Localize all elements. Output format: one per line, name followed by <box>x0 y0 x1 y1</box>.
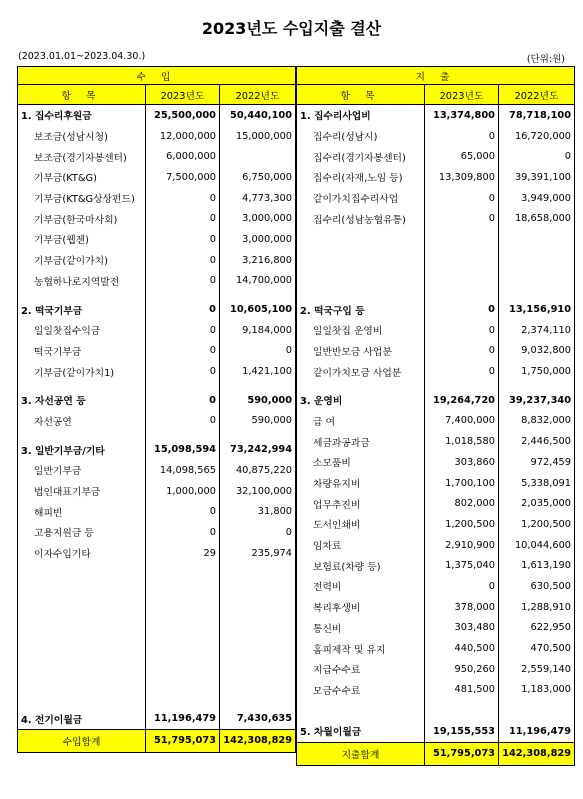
amount-2023-cell: 0 <box>146 361 220 382</box>
empty-cell <box>499 382 575 390</box>
item-row <box>297 680 575 701</box>
item-row <box>297 320 575 341</box>
empty-cell <box>220 688 296 709</box>
amount-2022-cell: 0 <box>220 341 296 362</box>
expense-total-2023: 51,795,073 <box>425 742 499 765</box>
amount-2023-cell: 0 <box>146 229 220 250</box>
empty-cell <box>297 229 425 250</box>
empty-cell <box>18 584 146 605</box>
expense-2022-header: 2022년도 <box>499 85 575 105</box>
amount-2022-cell: 6,750,000 <box>220 167 296 188</box>
item-name-cell: 일일찻집수익금 <box>18 320 146 341</box>
blank-row <box>18 688 296 709</box>
amount-2022-cell: 9,032,800 <box>499 341 575 362</box>
spacer-row <box>18 431 296 439</box>
expense-item-header: 항 목 <box>297 85 425 105</box>
empty-cell <box>425 291 499 299</box>
item-name-cell: 집수리(자재,노임 등) <box>297 167 425 188</box>
item-name-cell: 고용지원금 등 <box>18 522 146 543</box>
expense-2023-header: 2023년도 <box>425 85 499 105</box>
item-name-cell: 일반반모금 사업분 <box>297 341 425 362</box>
empty-cell <box>425 229 499 250</box>
item-name-cell: 차량유지비 <box>297 473 425 494</box>
item-name-cell: 소모품비 <box>297 452 425 473</box>
item-row <box>18 320 296 341</box>
item-row <box>297 411 575 432</box>
income-rows <box>18 105 296 730</box>
item-name-cell: 임차료 <box>297 535 425 556</box>
amount-2022-cell: 1,421,100 <box>220 361 296 382</box>
amount-2023-cell: 0 <box>425 341 499 362</box>
item-name-cell: 법인대표기부금 <box>18 481 146 502</box>
empty-cell <box>146 563 220 584</box>
item-row <box>297 555 575 576</box>
item-row <box>18 271 296 292</box>
category-row <box>18 390 296 411</box>
amount-2022-cell: 9,184,000 <box>220 320 296 341</box>
empty-cell <box>297 382 425 390</box>
item-row <box>297 361 575 382</box>
amount-2022-cell: 10,605,100 <box>220 299 296 320</box>
item-row <box>18 501 296 522</box>
amount-2023-cell: 0 <box>425 320 499 341</box>
amount-2023-cell: 0 <box>146 522 220 543</box>
amount-2023-cell: 303,480 <box>425 618 499 639</box>
empty-cell <box>18 605 146 626</box>
amount-2022-cell: 40,875,220 <box>220 460 296 481</box>
amount-2023-cell: 19,155,553 <box>425 721 499 742</box>
income-total-row <box>18 729 296 752</box>
item-row <box>18 229 296 250</box>
category-row <box>297 299 575 320</box>
blank-row <box>18 584 296 605</box>
amount-2022-cell: 73,242,994 <box>220 439 296 460</box>
blank-row <box>18 563 296 584</box>
amount-2022-cell: 1,200,500 <box>499 514 575 535</box>
item-name-cell: 1. 집수리사업비 <box>297 105 425 126</box>
amount-2023-cell: 1,700,100 <box>425 473 499 494</box>
empty-cell <box>18 688 146 709</box>
amount-2022-cell: 2,446,500 <box>499 431 575 452</box>
empty-cell <box>499 700 575 721</box>
amount-2023-cell: 13,309,800 <box>425 167 499 188</box>
item-row <box>297 208 575 229</box>
amount-2022-cell: 0 <box>220 522 296 543</box>
amount-2022-cell: 590,000 <box>220 411 296 432</box>
expense-table <box>296 66 575 766</box>
item-name-cell: 떡국기부금 <box>18 341 146 362</box>
income-2022-header: 2022년도 <box>220 85 296 105</box>
income-table <box>17 66 296 753</box>
item-row <box>18 522 296 543</box>
item-row <box>297 493 575 514</box>
amount-2023-cell: 1,000,000 <box>146 481 220 502</box>
empty-cell <box>18 646 146 667</box>
item-row <box>18 250 296 271</box>
amount-2023-cell: 0 <box>146 208 220 229</box>
empty-cell <box>425 271 499 292</box>
empty-cell <box>146 382 220 390</box>
empty-cell <box>499 250 575 271</box>
item-name-cell: 같이가치모금 사업분 <box>297 361 425 382</box>
amount-2022-cell: 630,500 <box>499 576 575 597</box>
amount-2023-cell: 1,200,500 <box>425 514 499 535</box>
amount-2023-cell: 15,098,594 <box>146 439 220 460</box>
amount-2023-cell: 0 <box>146 341 220 362</box>
item-name-cell: 5. 차월이월금 <box>297 721 425 742</box>
amount-2023-cell: 6,000,000 <box>146 146 220 167</box>
amount-2023-cell: 0 <box>146 501 220 522</box>
amount-2022-cell: 11,196,479 <box>499 721 575 742</box>
item-row <box>297 167 575 188</box>
empty-cell <box>220 626 296 647</box>
empty-cell <box>146 291 220 299</box>
amount-2023-cell: 0 <box>425 361 499 382</box>
item-row <box>18 126 296 147</box>
amount-2023-cell: 2,910,900 <box>425 535 499 556</box>
item-name-cell: 도서인쇄비 <box>297 514 425 535</box>
item-name-cell: 통신비 <box>297 618 425 639</box>
category-row <box>297 390 575 411</box>
empty-cell <box>220 382 296 390</box>
amount-2022-cell: 5,338,091 <box>499 473 575 494</box>
item-row <box>297 618 575 639</box>
item-name-cell: 기부금(같이가치) <box>18 250 146 271</box>
amount-2023-cell: 19,264,720 <box>425 390 499 411</box>
blank-row <box>18 646 296 667</box>
amount-2022-cell: 13,156,910 <box>499 299 575 320</box>
empty-cell <box>297 291 425 299</box>
blank-row <box>297 271 575 292</box>
amount-2023-cell: 1,375,040 <box>425 555 499 576</box>
item-row <box>18 361 296 382</box>
item-name-cell: 보조금(경기자봉센터) <box>18 146 146 167</box>
empty-cell <box>18 563 146 584</box>
amount-2023-cell: 65,000 <box>425 146 499 167</box>
empty-cell <box>146 626 220 647</box>
blank-row <box>297 700 575 721</box>
amount-2023-cell: 0 <box>425 299 499 320</box>
empty-cell <box>499 271 575 292</box>
empty-cell <box>297 271 425 292</box>
empty-cell <box>220 605 296 626</box>
item-name-cell: 자선공연 <box>18 411 146 432</box>
item-row <box>297 126 575 147</box>
expense-rows <box>297 105 575 743</box>
empty-cell <box>18 667 146 688</box>
item-name-cell: 해피빈 <box>18 501 146 522</box>
item-row <box>18 208 296 229</box>
empty-cell <box>220 563 296 584</box>
item-row <box>18 460 296 481</box>
amount-2023-cell: 481,500 <box>425 680 499 701</box>
amount-2022-cell: 3,216,800 <box>220 250 296 271</box>
amount-2022-cell: 622,950 <box>499 618 575 639</box>
empty-cell <box>146 431 220 439</box>
spacer-row <box>297 291 575 299</box>
amount-2022-cell: 2,559,140 <box>499 659 575 680</box>
blank-row <box>297 250 575 271</box>
blank-row <box>18 626 296 647</box>
amount-2023-cell: 0 <box>146 188 220 209</box>
amount-2022-cell: 31,800 <box>220 501 296 522</box>
amount-2023-cell: 0 <box>146 390 220 411</box>
empty-cell <box>220 431 296 439</box>
empty-cell <box>18 291 146 299</box>
amount-2022-cell: 15,000,000 <box>220 126 296 147</box>
amount-2023-cell: 0 <box>146 411 220 432</box>
amount-2023-cell: 440,500 <box>425 638 499 659</box>
amount-2022-cell: 470,500 <box>499 638 575 659</box>
amount-2023-cell: 14,098,565 <box>146 460 220 481</box>
amount-2023-cell: 0 <box>146 271 220 292</box>
item-row <box>297 638 575 659</box>
empty-cell <box>425 382 499 390</box>
category-row <box>18 439 296 460</box>
item-name-cell: 기부금(한국마사회) <box>18 208 146 229</box>
period-label: (2023.01.01~2023.04.30.) <box>18 51 146 62</box>
empty-cell <box>146 584 220 605</box>
item-row <box>18 188 296 209</box>
expense-total-2022: 142,308,829 <box>499 742 575 765</box>
item-name-cell: 기부금(웹젠) <box>18 229 146 250</box>
amount-2023-cell: 0 <box>146 320 220 341</box>
empty-cell <box>220 667 296 688</box>
empty-cell <box>146 688 220 709</box>
amount-2022-cell: 235,974 <box>220 543 296 564</box>
item-name-cell: 집수리(성남농협유통) <box>297 208 425 229</box>
item-row <box>18 543 296 564</box>
amount-2023-cell: 1,018,580 <box>425 431 499 452</box>
item-row <box>297 597 575 618</box>
item-row <box>297 146 575 167</box>
amount-2022-cell: 39,237,340 <box>499 390 575 411</box>
item-name-cell: 3. 자선공연 등 <box>18 390 146 411</box>
item-name-cell: 복리후생비 <box>297 597 425 618</box>
amount-2023-cell: 0 <box>425 188 499 209</box>
amount-2022-cell: 16,720,000 <box>499 126 575 147</box>
amount-2022-cell: 1,613,190 <box>499 555 575 576</box>
item-row <box>18 341 296 362</box>
amount-2023-cell: 0 <box>425 576 499 597</box>
item-name-cell: 1. 집수리후원금 <box>18 105 146 126</box>
empty-cell <box>18 431 146 439</box>
empty-cell <box>297 250 425 271</box>
amount-2023-cell: 0 <box>146 299 220 320</box>
amount-2023-cell: 12,000,000 <box>146 126 220 147</box>
item-row <box>18 481 296 502</box>
amount-2022-cell: 1,288,910 <box>499 597 575 618</box>
item-name-cell: 3. 운영비 <box>297 390 425 411</box>
item-row <box>297 576 575 597</box>
item-row <box>18 146 296 167</box>
item-name-cell: 세금과공과금 <box>297 431 425 452</box>
income-item-header: 항 목 <box>18 85 146 105</box>
blank-row <box>18 667 296 688</box>
item-name-cell: 이자수입기타 <box>18 543 146 564</box>
empty-cell <box>499 291 575 299</box>
amount-2022-cell: 972,459 <box>499 452 575 473</box>
category-row <box>297 105 575 126</box>
amount-2023-cell: 25,500,000 <box>146 105 220 126</box>
item-row <box>297 431 575 452</box>
amount-2022-cell: 14,700,000 <box>220 271 296 292</box>
amount-2022-cell: 3,000,000 <box>220 208 296 229</box>
empty-cell <box>220 291 296 299</box>
blank-row <box>297 229 575 250</box>
item-name-cell: 업무추진비 <box>297 493 425 514</box>
amount-2023-cell: 7,500,000 <box>146 167 220 188</box>
amount-2023-cell: 7,400,000 <box>425 411 499 432</box>
item-name-cell: 같이가치집수리사업 <box>297 188 425 209</box>
empty-cell <box>220 646 296 667</box>
unit-label: (단위:원) <box>526 54 565 65</box>
item-name-cell: 전력비 <box>297 576 425 597</box>
empty-cell <box>425 700 499 721</box>
amount-2022-cell: 3,000,000 <box>220 229 296 250</box>
amount-2023-cell: 0 <box>146 250 220 271</box>
amount-2022-cell: 1,750,000 <box>499 361 575 382</box>
amount-2022-cell: 0 <box>499 146 575 167</box>
item-name-cell: 4. 전기이월금 <box>18 708 146 729</box>
item-row <box>297 473 575 494</box>
item-name-cell: 일일찻집 운영비 <box>297 320 425 341</box>
category-row <box>18 105 296 126</box>
amount-2022-cell: 590,000 <box>220 390 296 411</box>
item-name-cell: 집수리(경기자봉센터) <box>297 146 425 167</box>
empty-cell <box>499 229 575 250</box>
amount-2023-cell: 11,196,479 <box>146 708 220 729</box>
item-row <box>297 535 575 556</box>
item-row <box>297 514 575 535</box>
amount-2023-cell: 0 <box>425 208 499 229</box>
amount-2022-cell: 78,718,100 <box>499 105 575 126</box>
item-name-cell: 급 여 <box>297 411 425 432</box>
item-row <box>297 188 575 209</box>
item-row <box>297 452 575 473</box>
amount-2022-cell: 50,440,100 <box>220 105 296 126</box>
amount-2022-cell: 7,430,635 <box>220 708 296 729</box>
item-name-cell: 홈피제작 및 유지 <box>297 638 425 659</box>
item-row <box>18 411 296 432</box>
amount-2023-cell: 29 <box>146 543 220 564</box>
blank-row <box>18 605 296 626</box>
amount-2022-cell: 1,183,000 <box>499 680 575 701</box>
spacer-row <box>18 382 296 390</box>
item-row <box>18 167 296 188</box>
empty-cell <box>146 605 220 626</box>
item-name-cell: 기부금(KT&G) <box>18 167 146 188</box>
amount-2022-cell: 18,658,000 <box>499 208 575 229</box>
item-name-cell: 2. 떡국기부금 <box>18 299 146 320</box>
spacer-row <box>18 291 296 299</box>
item-name-cell: 모금수수료 <box>297 680 425 701</box>
empty-cell <box>297 700 425 721</box>
empty-cell <box>220 584 296 605</box>
amount-2022-cell: 32,100,000 <box>220 481 296 502</box>
income-total-2022: 142,308,829 <box>220 729 296 752</box>
item-name-cell: 집수리(성남시) <box>297 126 425 147</box>
amount-2022-cell <box>220 146 296 167</box>
empty-cell <box>18 626 146 647</box>
empty-cell <box>146 667 220 688</box>
empty-cell <box>18 382 146 390</box>
expense-section-header: 지 출 <box>297 67 575 85</box>
item-name-cell: 기부금(KT&G상상펀드) <box>18 188 146 209</box>
item-row <box>297 659 575 680</box>
amount-2023-cell: 303,860 <box>425 452 499 473</box>
item-name-cell: 보조금(성남시청) <box>18 126 146 147</box>
item-name-cell: 3. 일반기부금/기타 <box>18 439 146 460</box>
amount-2022-cell: 2,374,110 <box>499 320 575 341</box>
amount-2022-cell: 2,035,000 <box>499 493 575 514</box>
item-name-cell: 보험료(차량 등) <box>297 555 425 576</box>
amount-2022-cell: 3,949,000 <box>499 188 575 209</box>
empty-cell <box>425 250 499 271</box>
item-name-cell: 일반기부금 <box>18 460 146 481</box>
category-row <box>18 299 296 320</box>
amount-2023-cell: 13,374,800 <box>425 105 499 126</box>
amount-2022-cell: 4,773,300 <box>220 188 296 209</box>
item-name-cell: 지급수수료 <box>297 659 425 680</box>
item-row <box>297 341 575 362</box>
income-total-2023: 51,795,073 <box>146 729 220 752</box>
amount-2022-cell: 39,391,100 <box>499 167 575 188</box>
item-name-cell: 2. 떡국구입 등 <box>297 299 425 320</box>
spacer-row <box>297 382 575 390</box>
expense-total-row <box>297 742 575 765</box>
empty-cell <box>146 646 220 667</box>
category-row <box>297 721 575 742</box>
amount-2023-cell: 378,000 <box>425 597 499 618</box>
income-total-label: 수입합계 <box>18 729 146 752</box>
income-section-header: 수 입 <box>18 67 296 85</box>
expense-total-label: 지출합계 <box>297 742 425 765</box>
amount-2022-cell: 8,832,000 <box>499 411 575 432</box>
amount-2022-cell: 10,044,600 <box>499 535 575 556</box>
income-2023-header: 2023년도 <box>146 85 220 105</box>
category-row <box>18 708 296 729</box>
amount-2023-cell: 950,260 <box>425 659 499 680</box>
amount-2023-cell: 802,000 <box>425 493 499 514</box>
item-name-cell: 농협하나로지역발전 <box>18 271 146 292</box>
amount-2023-cell: 0 <box>425 126 499 147</box>
item-name-cell: 기부금(같이가치1) <box>18 361 146 382</box>
page-title: 2023년도 수입지출 결산 <box>201 19 382 38</box>
